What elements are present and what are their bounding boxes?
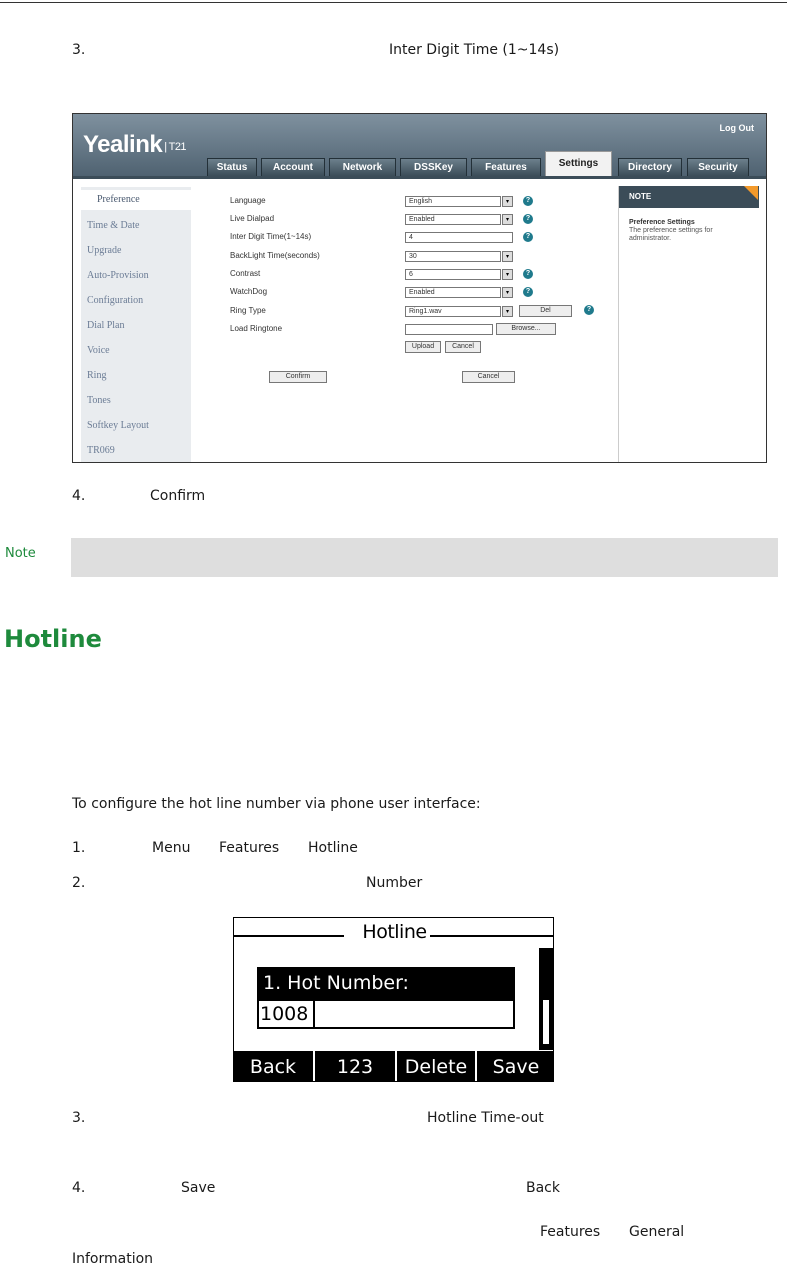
help-icon[interactable]: ?	[523, 232, 533, 242]
del-button[interactable]: Del	[519, 305, 572, 317]
step-3b-number: 3.	[72, 1110, 86, 1126]
dropdown-arrow-icon[interactable]: ▾	[502, 306, 513, 317]
sidebar-item-configuration[interactable]: Configuration	[87, 295, 144, 306]
tab-account[interactable]: Account	[261, 158, 325, 176]
sidebar-item-auto-provision[interactable]: Auto-Provision	[87, 270, 149, 281]
select-language[interactable]: English	[405, 196, 501, 207]
label-language: Language	[230, 196, 266, 205]
web-tabs	[198, 156, 763, 176]
step-4b-number: 4.	[72, 1180, 86, 1196]
step-1-hotline: Hotline	[308, 840, 358, 856]
confirm-button[interactable]: Confirm	[269, 371, 327, 383]
web-body	[73, 176, 766, 463]
select-ring-type[interactable]: Ring1.wav	[405, 306, 501, 317]
sidebar-item-tr069[interactable]: TR069	[87, 445, 115, 456]
tab-directory[interactable]: Directory	[618, 158, 682, 176]
help-icon[interactable]: ?	[523, 196, 533, 206]
browse-button[interactable]: Browse...	[496, 323, 556, 335]
step-1-features: Features	[219, 840, 280, 856]
hot-number-input[interactable]	[257, 999, 515, 1029]
note-title: Preference Settings	[629, 219, 695, 226]
softkey-bar	[234, 1051, 554, 1082]
tab-features[interactable]: Features	[471, 158, 541, 176]
select-live-dialpad[interactable]: Enabled	[405, 214, 501, 225]
tab-network[interactable]: Network	[329, 158, 396, 176]
dropdown-arrow-icon[interactable]: ▾	[502, 251, 513, 262]
select-contrast[interactable]: 6	[405, 269, 501, 280]
label-inter-digit-time: Inter Digit Time(1~14s)	[230, 232, 312, 241]
sidebar-item-voice[interactable]: Voice	[87, 345, 110, 356]
help-icon[interactable]: ?	[523, 269, 533, 279]
label-backlight-time: BackLight Time(seconds)	[230, 251, 320, 260]
sidebar-item-tones[interactable]: Tones	[87, 395, 111, 406]
hot-number-label: 1. Hot Number:	[257, 967, 515, 999]
help-icon[interactable]: ?	[523, 287, 533, 297]
step-1-number: 1.	[72, 840, 86, 856]
sidebar-item-time-date[interactable]: Time & Date	[87, 220, 140, 231]
upload-button[interactable]: Upload	[405, 341, 441, 353]
yealink-logo: Yealink | T21	[83, 131, 187, 158]
tab-security[interactable]: Security	[687, 158, 749, 176]
web-header	[73, 114, 766, 176]
procedure-heading: To configure the hot line number via phone user interface:	[72, 796, 481, 812]
step-4-term: Confirm	[150, 488, 206, 504]
tail-information: Information	[72, 1251, 154, 1267]
label-contrast: Contrast	[230, 269, 261, 278]
input-inter-digit-time[interactable]: 4	[405, 232, 513, 243]
note-header: NOTE	[619, 186, 759, 208]
step-3b-term: Hotline Time-out	[427, 1110, 544, 1126]
tail-features: Features	[540, 1224, 601, 1240]
dropdown-arrow-icon[interactable]: ▾	[502, 287, 513, 298]
phone-title: Hotline	[362, 921, 427, 943]
dropdown-arrow-icon[interactable]: ▾	[502, 214, 513, 225]
sidebar	[81, 187, 191, 463]
step-1-menu: Menu	[152, 840, 191, 856]
scrollbar-thumb[interactable]	[543, 1000, 549, 1044]
step-4b-save: Save	[181, 1180, 216, 1196]
softkey-delete[interactable]: Delete	[404, 1056, 468, 1078]
hot-number-value: 1008	[259, 1001, 315, 1027]
web-ui-screenshot	[72, 113, 767, 463]
sidebar-item-dial-plan[interactable]: Dial Plan	[87, 320, 125, 331]
sidebar-item-ring[interactable]: Ring	[87, 370, 107, 381]
note-text: The preference settings for administrator.	[629, 227, 713, 242]
logout-link[interactable]: Log Out	[719, 123, 754, 133]
note-pane	[618, 186, 758, 463]
label-ring-type: Ring Type	[230, 306, 266, 315]
tab-status[interactable]: Status	[207, 158, 257, 176]
softkey-back[interactable]: Back	[249, 1056, 297, 1078]
section-title: Hotline	[4, 625, 102, 653]
dropdown-arrow-icon[interactable]: ▾	[502, 269, 513, 280]
help-icon[interactable]: ?	[584, 305, 594, 315]
tail-general: General	[629, 1224, 685, 1240]
step-3-number: 3.	[72, 42, 86, 58]
step-4-number: 4.	[72, 488, 86, 504]
tab-settings[interactable]: Settings	[545, 151, 612, 176]
tab-dsskey[interactable]: DSSKey	[400, 158, 467, 176]
select-watchdog[interactable]: Enabled	[405, 287, 501, 298]
input-load-ringtone[interactable]	[405, 324, 493, 335]
step-4b-back: Back	[526, 1180, 560, 1196]
step-3-term: Inter Digit Time (1~14s)	[389, 42, 560, 58]
cancel-button[interactable]: Cancel	[462, 371, 515, 383]
sidebar-item-preference[interactable]: Preference	[80, 190, 200, 210]
phone-screen	[233, 917, 554, 1082]
cancel-upload-button[interactable]: Cancel	[445, 341, 481, 353]
select-backlight-time[interactable]: 30	[405, 251, 501, 262]
softkey-123[interactable]: 123	[336, 1056, 374, 1078]
step-2-term: Number	[366, 875, 423, 891]
page-top-rule	[0, 2, 787, 3]
dropdown-arrow-icon[interactable]: ▾	[502, 196, 513, 207]
scrollbar[interactable]	[539, 948, 553, 1050]
softkey-save[interactable]: Save	[492, 1056, 540, 1078]
label-watchdog: WatchDog	[230, 287, 268, 296]
note-label: Note	[5, 546, 36, 561]
note-box	[71, 538, 778, 577]
label-load-ringtone: Load Ringtone	[230, 324, 283, 333]
note-corner-icon	[744, 186, 758, 200]
label-live-dialpad: Live Dialpad	[230, 214, 275, 223]
sidebar-item-upgrade[interactable]: Upgrade	[87, 245, 122, 256]
step-2-number: 2.	[72, 875, 86, 891]
help-icon[interactable]: ?	[523, 214, 533, 224]
sidebar-item-softkey-layout[interactable]: Softkey Layout	[87, 420, 149, 431]
